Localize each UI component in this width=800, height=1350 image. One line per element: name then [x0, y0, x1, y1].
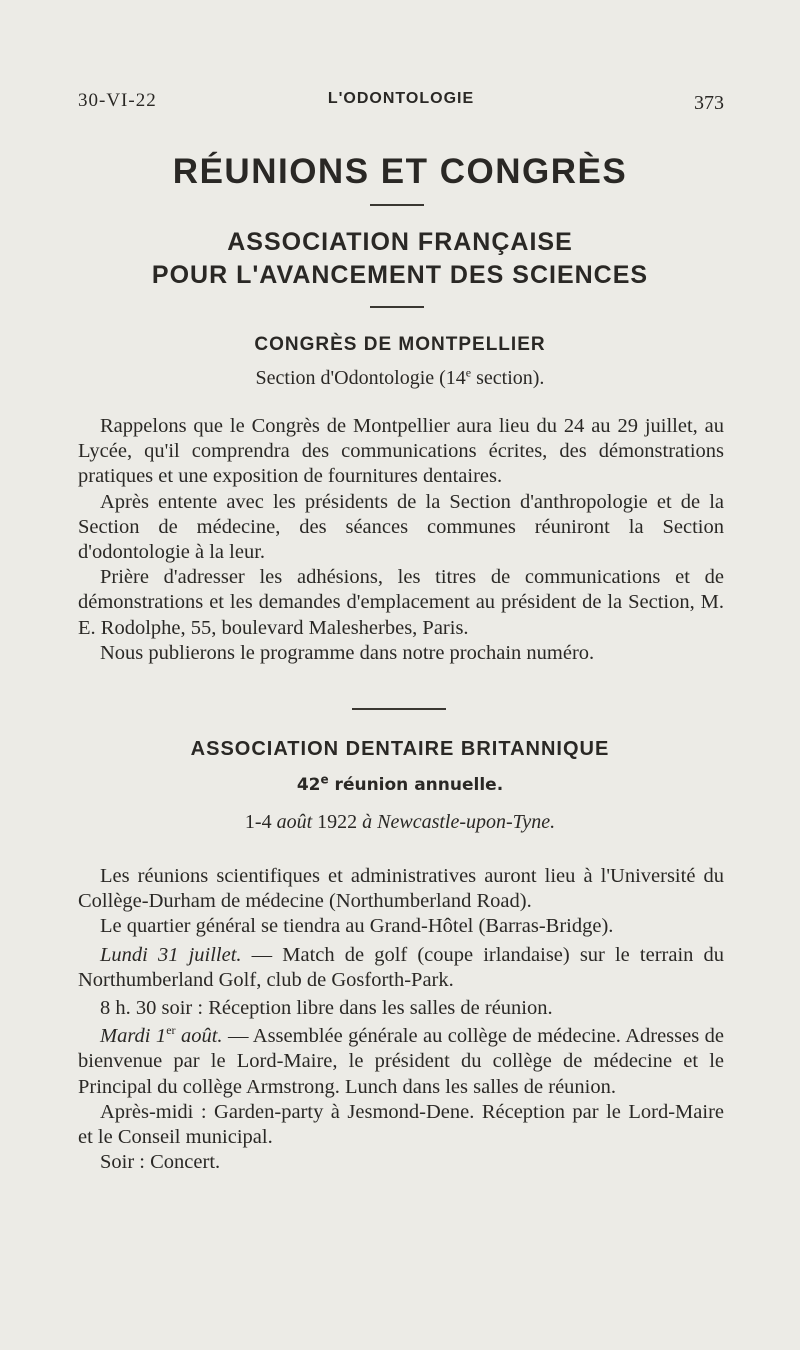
paragraph: Les réunions scientifiques et administratives auront lieu à l'Université du Collège-Durham de médecine (Northumberland Road). [78, 865, 724, 913]
meeting-dateline: 1-4 août 1922 à Newcastle-upon-Tyne. [244, 811, 556, 833]
paragraph: Nous publierons le programme dans notre prochain numéro. [100, 641, 595, 664]
association-francaise-line2: POUR L'AVANCEMENT DES SCIENCES [151, 261, 649, 289]
paragraph: Après entente avec les présidents de la Section d'anthropologie et de la Section de médecine, des séances communes réuniront la Section d'odontologie à la leur. [78, 490, 724, 564]
journal-title: L'ODONTOLOGIE [327, 90, 475, 107]
association-francaise-line1: ASSOCIATION FRANÇAISE [227, 228, 573, 256]
association-francaise-heading [0, 226, 800, 292]
association-britannique-heading: ASSOCIATION DENTAIRE BRITANNIQUE [190, 738, 610, 760]
section-subtitle: Section d'Odontologie (14e section). [255, 365, 545, 389]
britannique-body [78, 864, 724, 1175]
paragraph: Après-midi : Garden-party à Jesmond-Dene. Réception par le Lord-Maire et le Conseil municipal. [78, 1100, 724, 1149]
running-head [78, 90, 724, 114]
paragraph: 8 h. 30 soir : Réception libre dans les salles de réunion. [100, 997, 553, 1020]
paragraph: Le quartier général se tiendra au Grand-Hôtel (Barras-Bridge). [100, 915, 614, 938]
paragraph: Prière d'adresser les adhésions, les titres de communications et de démonstrations et les demandes d'emplacement au président de la Section, M. E. Rodolphe, 55, boulevard Malesherbes, Paris. [78, 566, 724, 639]
section-divider [352, 708, 446, 710]
issue-date: 30-VI-22 [78, 90, 157, 111]
divider [370, 204, 424, 206]
page-number: 373 [694, 92, 724, 114]
main-title: RÉUNIONS ET CONGRÈS [172, 152, 628, 191]
montpellier-body [78, 414, 724, 666]
paragraph: Mardi 1er août. — Assemblée générale au collège de médecine. Adresses de bienvenue par le Lord-Maire, le président du collège de médecine et le Principal du collège Armstrong. Lunch dans les salles de réunion. [78, 1023, 724, 1098]
reunion-annuelle: 42e réunion annuelle. [296, 772, 504, 795]
paragraph: Soir : Concert. [100, 1151, 221, 1174]
divider [370, 306, 424, 308]
congres-montpellier-heading: CONGRÈS DE MONTPELLIER [254, 334, 546, 355]
paragraph: Rappelons que le Congrès de Montpellier aura lieu du 24 au 29 juillet, au Lycée, qu'il comprendra des communications écrites, des démonstrations pratiques et une exposition de fournitures dentaires. [78, 415, 724, 488]
paragraph: Lundi 31 juillet. — Match de golf (coupe irlandaise) sur le terrain du Northumberland Golf, club de Gosforth-Park. [78, 943, 724, 991]
